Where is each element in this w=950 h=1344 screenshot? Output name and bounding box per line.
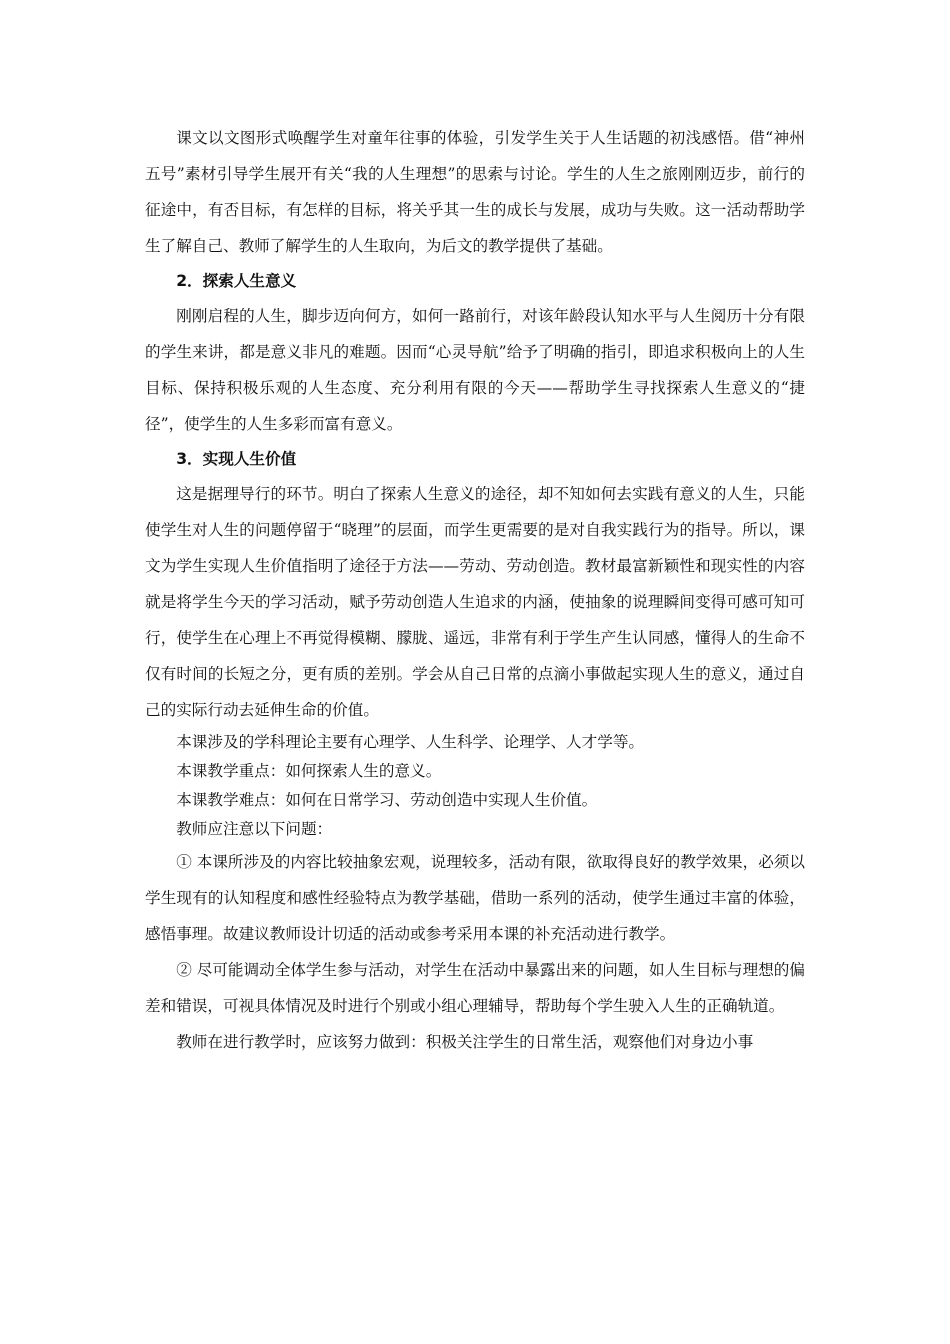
- section-heading-realize-value: 3．实现人生价值: [176, 450, 297, 468]
- section-heading-explore-meaning: 2．探索人生意义: [176, 272, 297, 290]
- difficulty-line: 本课教学难点：如何在日常学习、劳动创造中实现人生价值。: [176, 791, 598, 809]
- theory-line: 本课涉及的学科理论主要有心理学、人生科学、论理学、人才学等。: [176, 733, 645, 751]
- notice-item-1: ① 本课所涉及的内容比较抽象宏观，说理较多，活动有限，欲取得良好的教学效果，必须以学生现有的认知程度和感性经验特点为教学基础，借助一系列的活动，使学生通过丰富的体验，感悟事理。故建议教师设计切适的活动或参考采用本课的补充活动进行教学。: [145, 853, 805, 943]
- section-paragraph-explore-meaning: 刚刚启程的人生，脚步迈向何方，如何一路前行，对该年龄段认知水平与人生阅历十分有限的学生来讲，都是意义非凡的难题。因而“心灵导航”给予了明确的指引，即追求积极向上的人生目标、保持积极乐观的人生态度、充分利用有限的今天——帮助学生寻找探索人生意义的“捷径”，使学生的人生多彩而富有意义。: [145, 307, 805, 433]
- closing-paragraph: 教师在进行教学时，应该努力做到：积极关注学生的日常生活，观察他们对身边小事: [176, 1033, 754, 1051]
- document-body: [145, 120, 805, 1060]
- notice-heading: 教师应注意以下问题：: [176, 820, 333, 838]
- section-paragraph-realize-value: 这是据理导行的环节。明白了探索人生意义的途径，却不知如何去实践有意义的人生，只能使学生对人生的问题停留于“晓理”的层面，而学生更需要的是对自我实践行为的指导。所以，课文为学生实现人生价值指明了途径于方法——劳动、劳动创造。教材最富新颖性和现实性的内容就是将学生今天的学习活动，赋予劳动创造人生追求的内涵，使抽象的说理瞬间变得可感可知可行，使学生在心理上不再觉得模糊、朦胧、遥远，非常有利于学生产生认同感，懂得人的生命不仅有时间的长短之分，更有质的差别。学会从自己日常的点滴小事做起实现人生的意义，通过自己的实际行动去延伸生命的价值。: [145, 485, 805, 719]
- notice-item-2: ② 尽可能调动全体学生参与活动，对学生在活动中暴露出来的问题，如人生目标与理想的偏差和错误，可视具体情况及时进行个别或小组心理辅导，帮助每个学生驶入人生的正确轨道。: [145, 961, 805, 1015]
- key-point-line: 本课教学重点：如何探索人生的意义。: [176, 762, 442, 780]
- intro-paragraph: 课文以文图形式唤醒学生对童年往事的体验，引发学生关于人生话题的初浅感悟。借“神州五号”素材引导学生展开有关“我的人生理想”的思索与讨论。学生的人生之旅刚刚迈步，前行的征途中，有否目标，有怎样的目标，将关乎其一生的成长与发展，成功与失败。这一活动帮助学生了解自己、教师了解学生的人生取向，为后文的教学提供了基础。: [145, 129, 805, 255]
